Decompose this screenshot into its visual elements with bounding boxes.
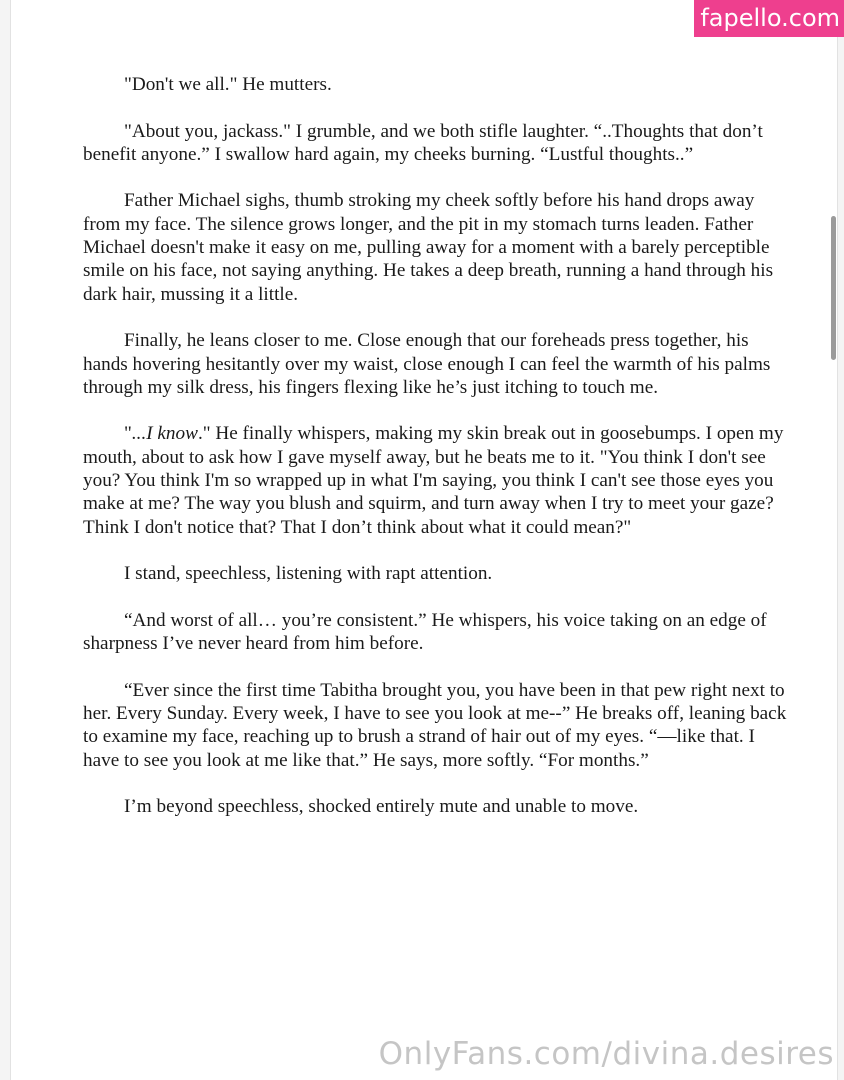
vertical-scrollbar[interactable]	[831, 216, 836, 360]
p5-italic: ...I know	[131, 423, 198, 445]
paragraph-1: "Don't we all." He mutters.	[124, 74, 332, 95]
paragraph-4: Finally, he leans closer to me. Close enough that our foreheads press together, his hands hovering hesitantly over my waist, close enough I can feel the warmth of his palms through my silk dress, his fingers flexing like he’s just itching to touch me.	[83, 330, 771, 398]
p5-open-quote: "	[124, 423, 132, 445]
paragraph-8: “Ever since the first time Tabitha brought you, you have been in that pew right next to her. Every Sunday. Every week, I have to see you look at me--” He breaks off, leaning back to examine my face, reaching up to brush a strand of hair out of my eyes. “—like that. I have to see you look at me like that.” He says, more softly. “For months.”	[83, 679, 787, 771]
document-page	[10, 0, 838, 1080]
bottom-watermark: OnlyFans.com/divina.desires	[378, 1036, 834, 1072]
paragraph-7: “And worst of all… you’re consistent.” He whispers, his voice taking on an edge of sharpness I’ve never heard from him before.	[83, 609, 767, 655]
paragraph-3: Father Michael sighs, thumb stroking my cheek softly before his hand drops away from my face. The silence grows longer, and the pit in my stomach turns leaden. Father Michael doesn't make it easy on me, pulling away for a moment with a barely perceptible smile on his face, not saying anything. He takes a deep breath, running a hand through his dark hair, mussing it a little.	[83, 190, 774, 305]
paragraph-2: "About you, jackass." I grumble, and we both stifle laughter. “..Thoughts that don’t benefit anyone.” I swallow hard again, my cheeks burning. “Lustful thoughts..”	[83, 120, 763, 165]
site-badge: fapello.com	[694, 0, 844, 37]
paragraph-9: I’m beyond speechless, shocked entirely mute and unable to move.	[124, 796, 639, 818]
p5-rest: ." He finally whispers, making my skin break out in goosebumps. I open my mouth, about to ask how I gave myself away, but he beats me to it. "You think I don't see you? You think I'm so wrapped up in what I'm saying, you think I can't see those eyes you make at me? The way you blush and squirm, and turn away when I try to meet your gaze? Think I don't notice that? That I don’t think about what it could mean?"	[83, 423, 784, 538]
document-text	[83, 73, 787, 842]
paragraph-6: I stand, speechless, listening with rapt attention.	[124, 563, 493, 585]
paragraph-5	[83, 422, 787, 538]
